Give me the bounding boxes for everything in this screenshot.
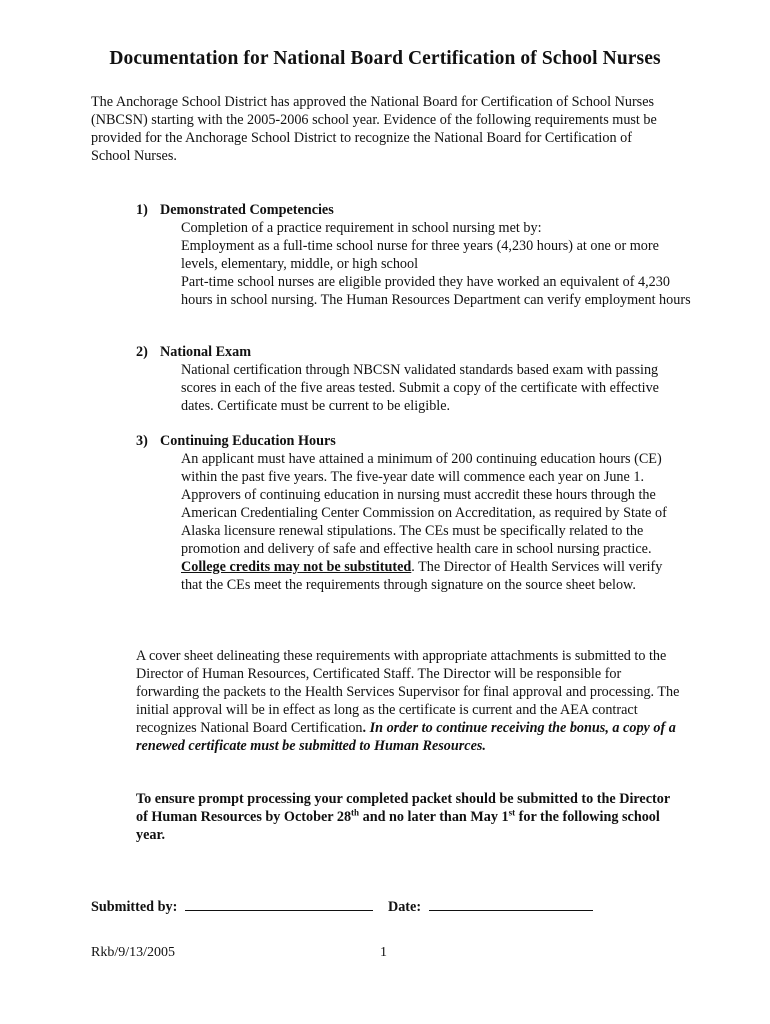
date-label: Date: [387, 899, 422, 915]
requirement-1-heading: 1) Demonstrated Competencies [136, 202, 334, 218]
requirement-3 [136, 432, 696, 594]
deadline-paragraph: To ensure prompt processing your completed packet should be submitted to the Director of Human Resources by October 28th and no later than May 1st for the following school year. [136, 791, 670, 843]
document-title: Documentation for National Board Certification of School Nurses [109, 48, 661, 69]
requirement-1-body [136, 219, 696, 309]
cover-sheet-paragraph: A cover sheet delineating these requirements with appropriate attachments is submitted to the Director of Human Resources, Certificated Staff. The Director will be responsible for forwarding the packets to the Health Services Supervisor for final approval and processing. The initial approval will be in effect as long as the certificate is current and the AEA contract recognizes National Board Certification. In order to continue receiving the bonus, a copy of a renewed certificate must be submitted to Human Resources. [136, 648, 680, 754]
requirement-1-line: Part-time school nurses are eligible provided they have worked an equivalent of 4,230 hours in school nursing. The Human Resources Department can verify employment hours [181, 274, 691, 308]
date-field[interactable] [429, 896, 593, 911]
college-credits-note: College credits may not be substituted [181, 559, 412, 575]
requirement-1-line: Completion of a practice requirement in school nursing met by: [181, 220, 542, 236]
requirement-2-heading: 2) National Exam [136, 344, 252, 360]
intro-paragraph: The Anchorage School District has approved the National Board for Certification of School Nurses (NBCSN) starting with the 2005-2006 school year. Evidence of the following requirements must be provided for the Anchorage School District to recognize the National Board for Certification of School Nurses. [91, 94, 657, 164]
submitted-by-field[interactable] [185, 896, 373, 911]
footer-code: Rkb/9/13/2005 [91, 945, 176, 960]
requirement-1 [136, 201, 696, 309]
requirement-1-line: Employment as a full-time school nurse for three years (4,230 hours) at one or more levels, elementary, middle, or high school [181, 238, 659, 272]
submitted-by-label: Submitted by: [91, 899, 178, 915]
requirement-2-body: National certification through NBCSN validated standards based exam with passing scores in each of the five areas tested. Submit a copy of the certificate with effective dates. Certificate must be current to be eligible. [181, 362, 659, 414]
signature-row [91, 896, 593, 916]
bonus-emphasis: In order to continue receiving the bonus, a copy of a renewed certificate must be submitted to Human Resources. [136, 720, 676, 754]
requirement-2 [136, 343, 696, 415]
requirement-3-body: An applicant must have attained a minimum of 200 continuing education hours (CE) within the past five years. The five-year date will commence each year on June 1. Approvers of continuing education in nursing must accredit these hours through the American Credentialing Center Commission on Accreditation, as required by State of Alaska licensure renewal stipulations. The CEs must be specifically related to the promotion and delivery of safe and effective health care in school nursing practice. College credits may not be substituted. The Director of Health Services will verify that the CEs meet the requirements through signature on the source sheet below. [181, 451, 667, 593]
requirement-3-heading: 3) Continuing Education Hours [136, 433, 336, 449]
page-number: 1 [380, 945, 387, 960]
